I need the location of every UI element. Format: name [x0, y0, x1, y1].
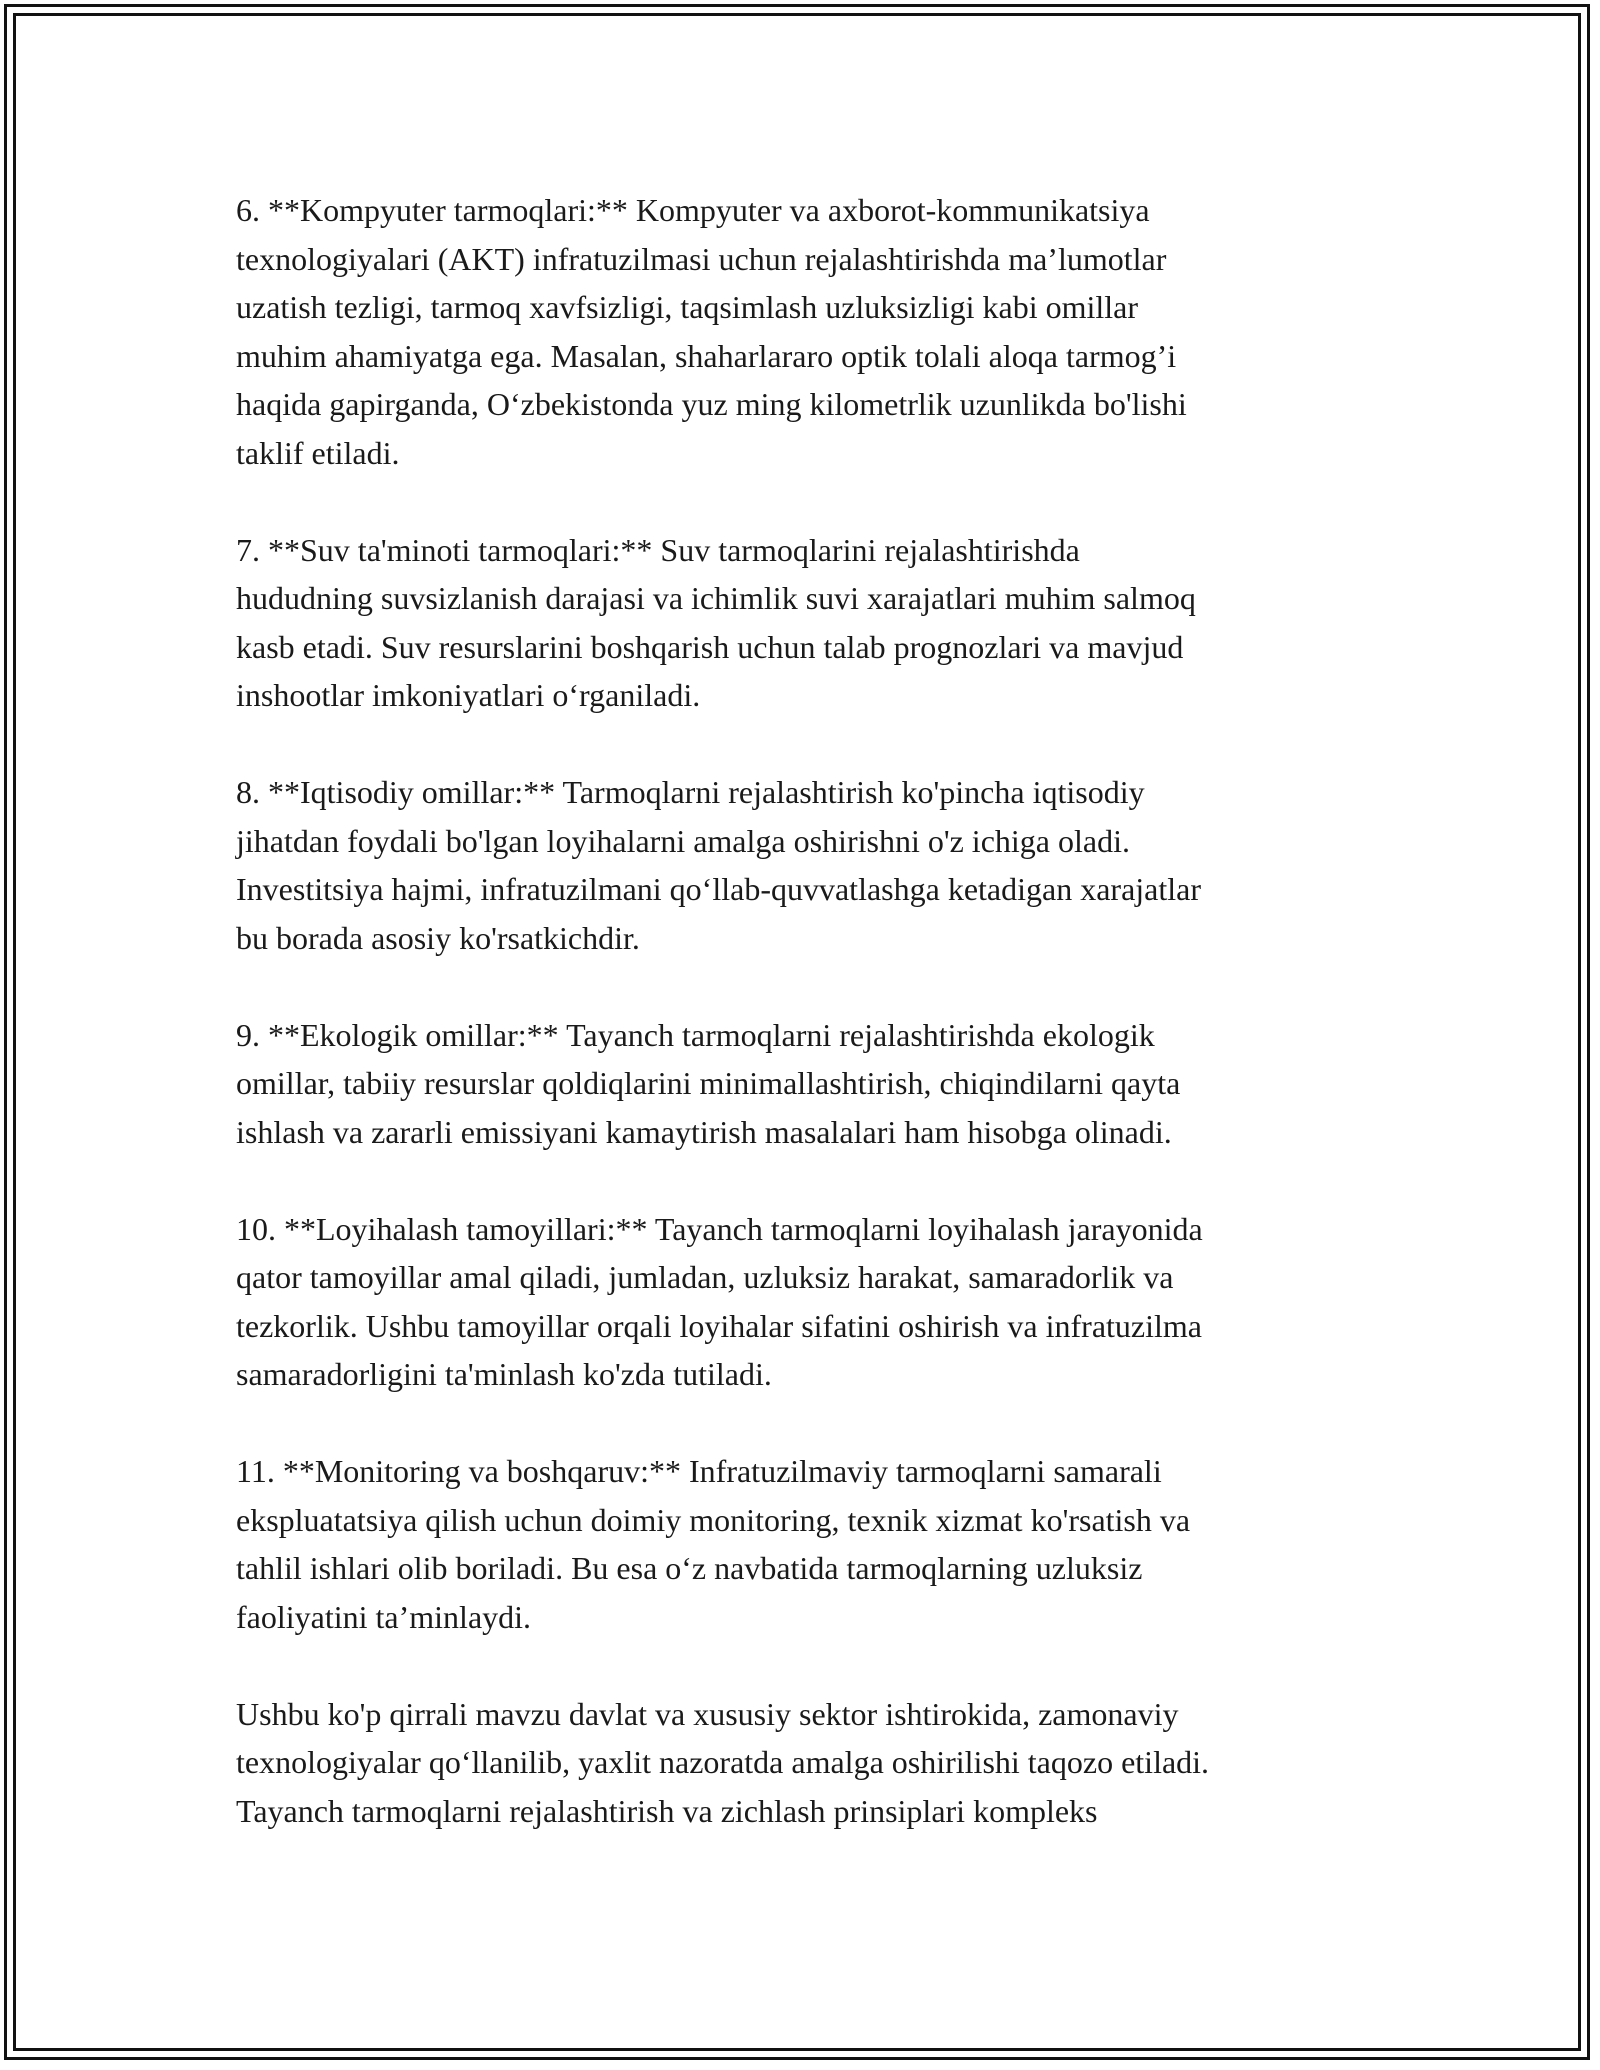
text-line: 6. **Kompyuter tarmoqlari:** Kompyuter va axborot-kommunikatsiya	[236, 192, 1150, 228]
paragraph-water-supply	[236, 526, 1386, 720]
paragraph-computer-networks	[236, 186, 1386, 477]
text-line: ishlash va zararli emissiyani kamaytirish masalalari ham hisobga olinadi.	[236, 1113, 1172, 1150]
text-line: Tayanch tarmoqlarni rejalashtirish va zichlash prinsiplari kompleks	[236, 1792, 1098, 1829]
text-line: 9. **Ekologik omillar:** Tayanch tarmoqlarni rejalashtirishda ekologik	[236, 1016, 1155, 1053]
paragraph-conclusion	[236, 1690, 1386, 1836]
text-line: uzatish tezligi, tarmoq xavfsizligi, taqsimlash uzluksizligi kabi omillar	[236, 289, 1139, 325]
text-line: 11. **Monitoring va boshqaruv:** Infratuzilmaviy tarmoqlarni samarali	[236, 1453, 1162, 1489]
text-line: kasb etadi. Suv resurslarini boshqarish uchun talab prognozlari va mavjud	[236, 628, 1184, 665]
text-line: omillar, tabiiy resurslar qoldiqlarini minimallashtirish, chiqindilarni qayta	[236, 1065, 1181, 1101]
text-line: texnologiyalari (AKT) infratuzilmasi uchun rejalashtirishda ma’lumotlar	[236, 240, 1167, 277]
text-line: jihatdan foydali bo'lgan loyihalarni amalga oshirishni o'z ichiga oladi.	[236, 822, 1130, 859]
text-line: samaradorligini ta'minlash ko'zda tutiladi.	[236, 1356, 772, 1392]
text-line: qator tamoyillar amal qiladi, jumladan, uzluksiz harakat, samaradorlik va	[236, 1259, 1174, 1295]
text-line: haqida gapirganda, O‘zbekistonda yuz ming kilometrlik uzunlikda bo'lishi	[236, 386, 1187, 422]
paragraph-design-principles	[236, 1205, 1386, 1399]
text-line: texnologiyalar qo‘llanilib, yaxlit nazoratda amalga oshirilishi taqozo etiladi.	[236, 1744, 1210, 1780]
text-line: inshootlar imkoniyatlari o‘rganiladi.	[236, 677, 701, 713]
paragraph-economic-factors	[236, 768, 1386, 962]
text-line: muhim ahamiyatga ega. Masalan, shaharlararo optik tolali aloqa tarmog’i	[236, 337, 1177, 374]
text-line: taklif etiladi.	[236, 434, 400, 471]
text-line: bu borada asosiy ko'rsatkichdir.	[236, 919, 640, 956]
text-line: 8. **Iqtisodiy omillar:** Tarmoqlarni rejalashtirish ko'pincha iqtisodiy	[236, 774, 1145, 810]
text-line: tahlil ishlari olib boriladi. Bu esa o‘z navbatida tarmoqlarning uzluksiz	[236, 1550, 1143, 1586]
paragraph-monitoring	[236, 1447, 1386, 1641]
document-body	[236, 186, 1386, 1884]
text-line: Ushbu ko'p qirrali mavzu davlat va xususiy sektor ishtirokida, zamonaviy	[236, 1695, 1179, 1732]
text-line: Investitsiya hajmi, infratuzilmani qo‘llab-quvvatlashga ketadigan xarajatlar	[236, 871, 1201, 907]
text-line: tezkorlik. Ushbu tamoyillar orqali loyihalar sifatini oshirish va infratuzilma	[236, 1307, 1202, 1344]
text-line: 10. **Loyihalash tamoyillari:** Tayanch tarmoqlarni loyihalash jarayonida	[236, 1210, 1203, 1247]
text-line: hududning suvsizlanish darajasi va ichimlik suvi xarajatlari muhim salmoq	[236, 580, 1196, 616]
text-line: ekspluatatsiya qilish uchun doimiy monitoring, texnik xizmat ko'rsatish va	[236, 1501, 1191, 1538]
text-line: faoliyatini ta’minlaydi.	[236, 1598, 532, 1635]
paragraph-ecological-factors	[236, 1011, 1386, 1157]
text-line: 7. **Suv ta'minoti tarmoqlari:** Suv tarmoqlarini rejalashtirishda	[236, 531, 1080, 568]
